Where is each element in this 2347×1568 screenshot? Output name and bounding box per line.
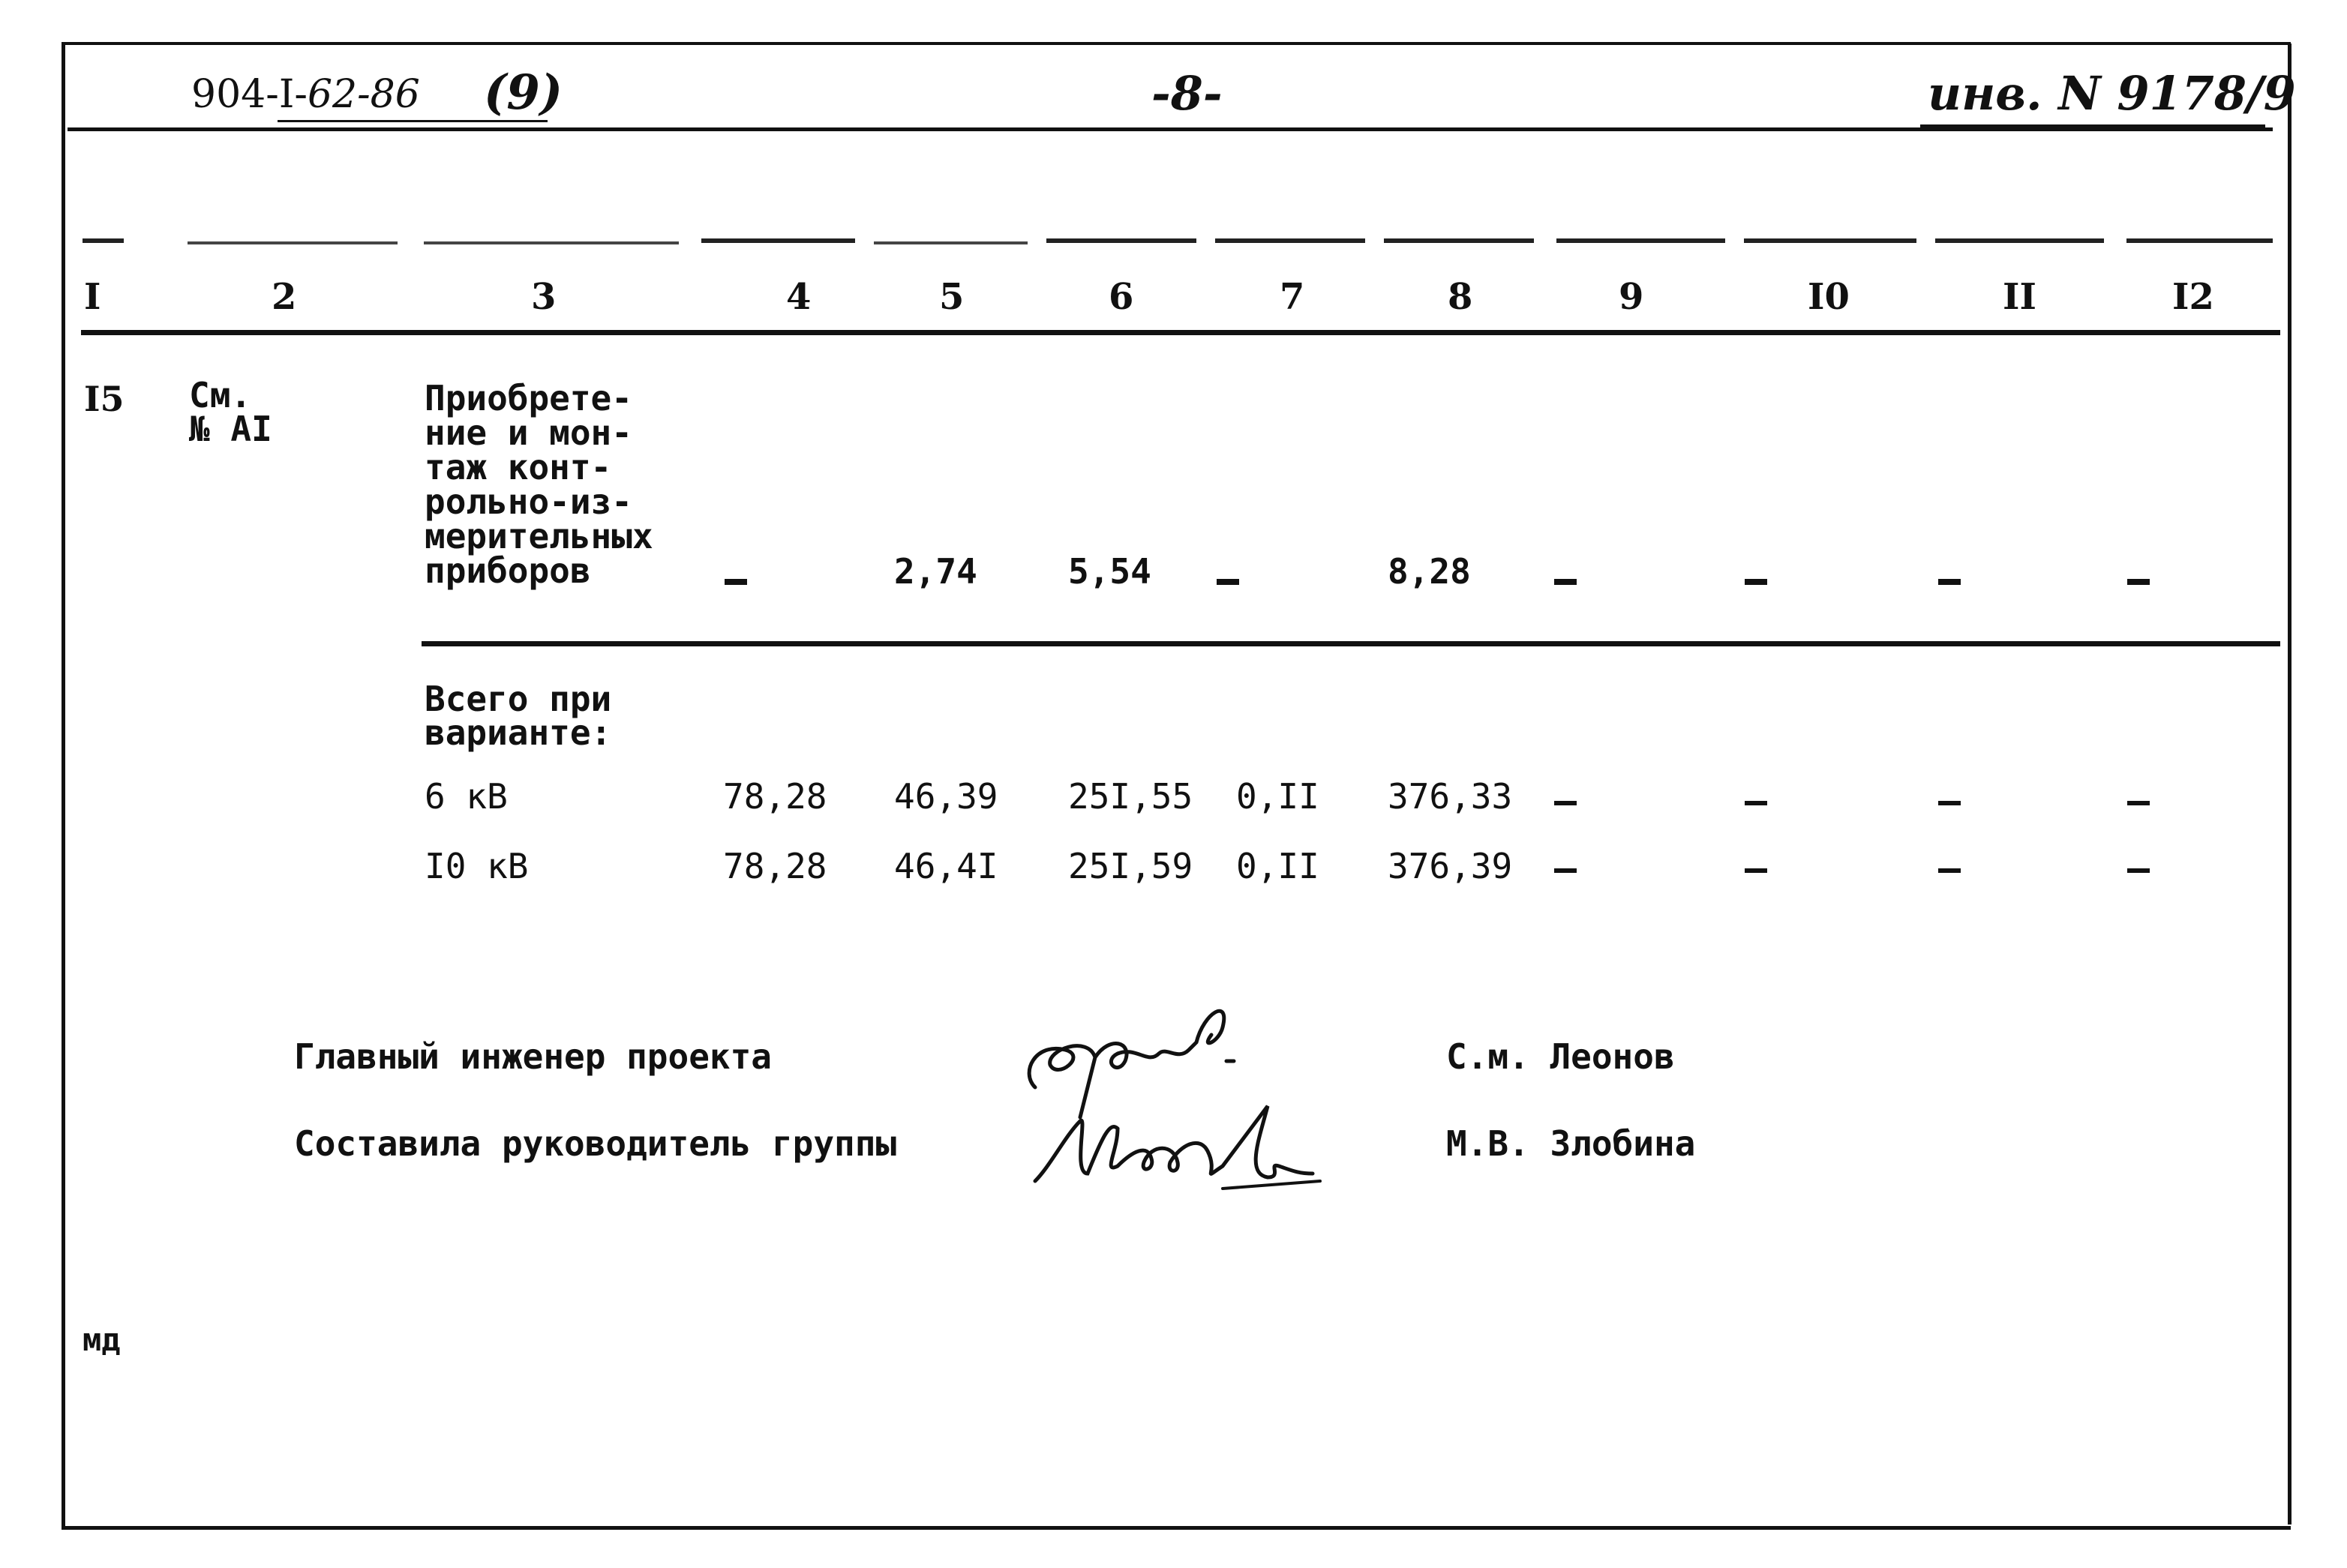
total-6kv-c9-dash — [1554, 801, 1577, 805]
total-6kv-c10-dash — [1745, 801, 1767, 805]
total-6kv-c4: 78,28 — [723, 776, 827, 817]
row-c10-dash — [1745, 579, 1767, 585]
column-number-7: 7 — [1280, 276, 1305, 318]
total-10kv-c4: 78,28 — [723, 846, 827, 886]
column-number-12: I2 — [2172, 276, 2214, 318]
header-separator — [68, 127, 2273, 131]
doc-variant: (9) — [484, 64, 563, 121]
row-description-line: таж конт- — [425, 447, 612, 487]
total-6kv-label: 6 кВ — [425, 776, 508, 817]
total-6kv-c11-dash — [1938, 801, 1961, 805]
frame-left-border — [62, 43, 65, 1528]
row-c9-dash — [1554, 579, 1577, 585]
total-10kv-c6: 25I,59 — [1068, 846, 1193, 886]
total-6kv-c6: 25I,55 — [1068, 776, 1193, 817]
column-number-9: 9 — [1619, 276, 1644, 318]
row-description — [425, 378, 653, 591]
row-c7-dash — [1217, 579, 1239, 585]
page-number: -8- — [1151, 66, 1223, 121]
row-c6: 5,54 — [1068, 551, 1151, 592]
inventory-number: инв. N 9178/9 — [1928, 66, 2296, 121]
row-description-line: приборов — [425, 550, 591, 591]
doc-code-printed: 904-I- — [191, 72, 308, 117]
row-description-line: ние и мон- — [425, 412, 632, 453]
compiler-name: М.В. Злобина — [1446, 1123, 1696, 1164]
column-number-1: I — [84, 276, 101, 318]
row-c5: 2,74 — [894, 551, 977, 592]
chief-engineer-name: С.м. Леонов — [1446, 1036, 1675, 1077]
row-number: I5 — [84, 379, 125, 419]
row-c4-dash — [725, 579, 747, 585]
column-number-10: I0 — [1808, 276, 1850, 318]
row-reference-line1: См. — [189, 375, 252, 415]
total-6kv-c5: 46,39 — [894, 776, 998, 817]
frame-top-border — [62, 42, 2291, 45]
total-10kv-c7: 0,II — [1236, 846, 1319, 886]
row-c8: 8,28 — [1388, 551, 1471, 592]
column-number-3: 3 — [531, 276, 557, 318]
total-10kv-c12-dash — [2127, 868, 2150, 873]
doc-code-handwritten: 62-86 — [307, 72, 420, 117]
compiler-title: Составила руководитель группы — [294, 1123, 897, 1164]
row-description-line: Приобрете- — [425, 378, 632, 418]
total-10kv-c8: 376,39 — [1388, 846, 1513, 886]
chief-engineer-title: Главный инженер проекта — [294, 1036, 772, 1077]
total-6kv-c12-dash — [2127, 801, 2150, 805]
totals-separator — [422, 641, 2280, 646]
totals-label-line2: варианте: — [425, 712, 612, 753]
total-6kv-c8: 376,33 — [1388, 776, 1513, 817]
row-description-line: мерительных — [425, 516, 653, 556]
total-10kv-c9-dash — [1554, 868, 1577, 873]
column-header-dashes — [83, 238, 2273, 247]
total-10kv-c11-dash — [1938, 868, 1961, 873]
totals-label-line1: Всего при — [425, 679, 612, 719]
compiler-signature — [1020, 1091, 1335, 1204]
footer-mark: мд — [83, 1321, 121, 1358]
row-reference-line2: № AI — [189, 409, 272, 449]
column-number-6: 6 — [1109, 276, 1134, 318]
doc-code — [191, 72, 420, 117]
row-c12-dash — [2127, 579, 2150, 585]
frame-bottom-border — [62, 1526, 2291, 1530]
column-number-8: 8 — [1448, 276, 1473, 318]
row-c11-dash — [1938, 579, 1961, 585]
column-number-5: 5 — [939, 276, 965, 318]
row-description-line: рольно-из- — [425, 481, 632, 522]
total-10kv-label: I0 кВ — [425, 846, 529, 886]
column-header-rule — [81, 330, 2280, 335]
column-number-11: II — [2003, 276, 2036, 318]
total-10kv-c10-dash — [1745, 868, 1767, 873]
column-number-2: 2 — [272, 276, 297, 318]
frame-right-border — [2288, 43, 2291, 1525]
column-number-4: 4 — [786, 276, 812, 318]
total-6kv-c7: 0,II — [1236, 776, 1319, 817]
total-10kv-c5: 46,4I — [894, 846, 998, 886]
